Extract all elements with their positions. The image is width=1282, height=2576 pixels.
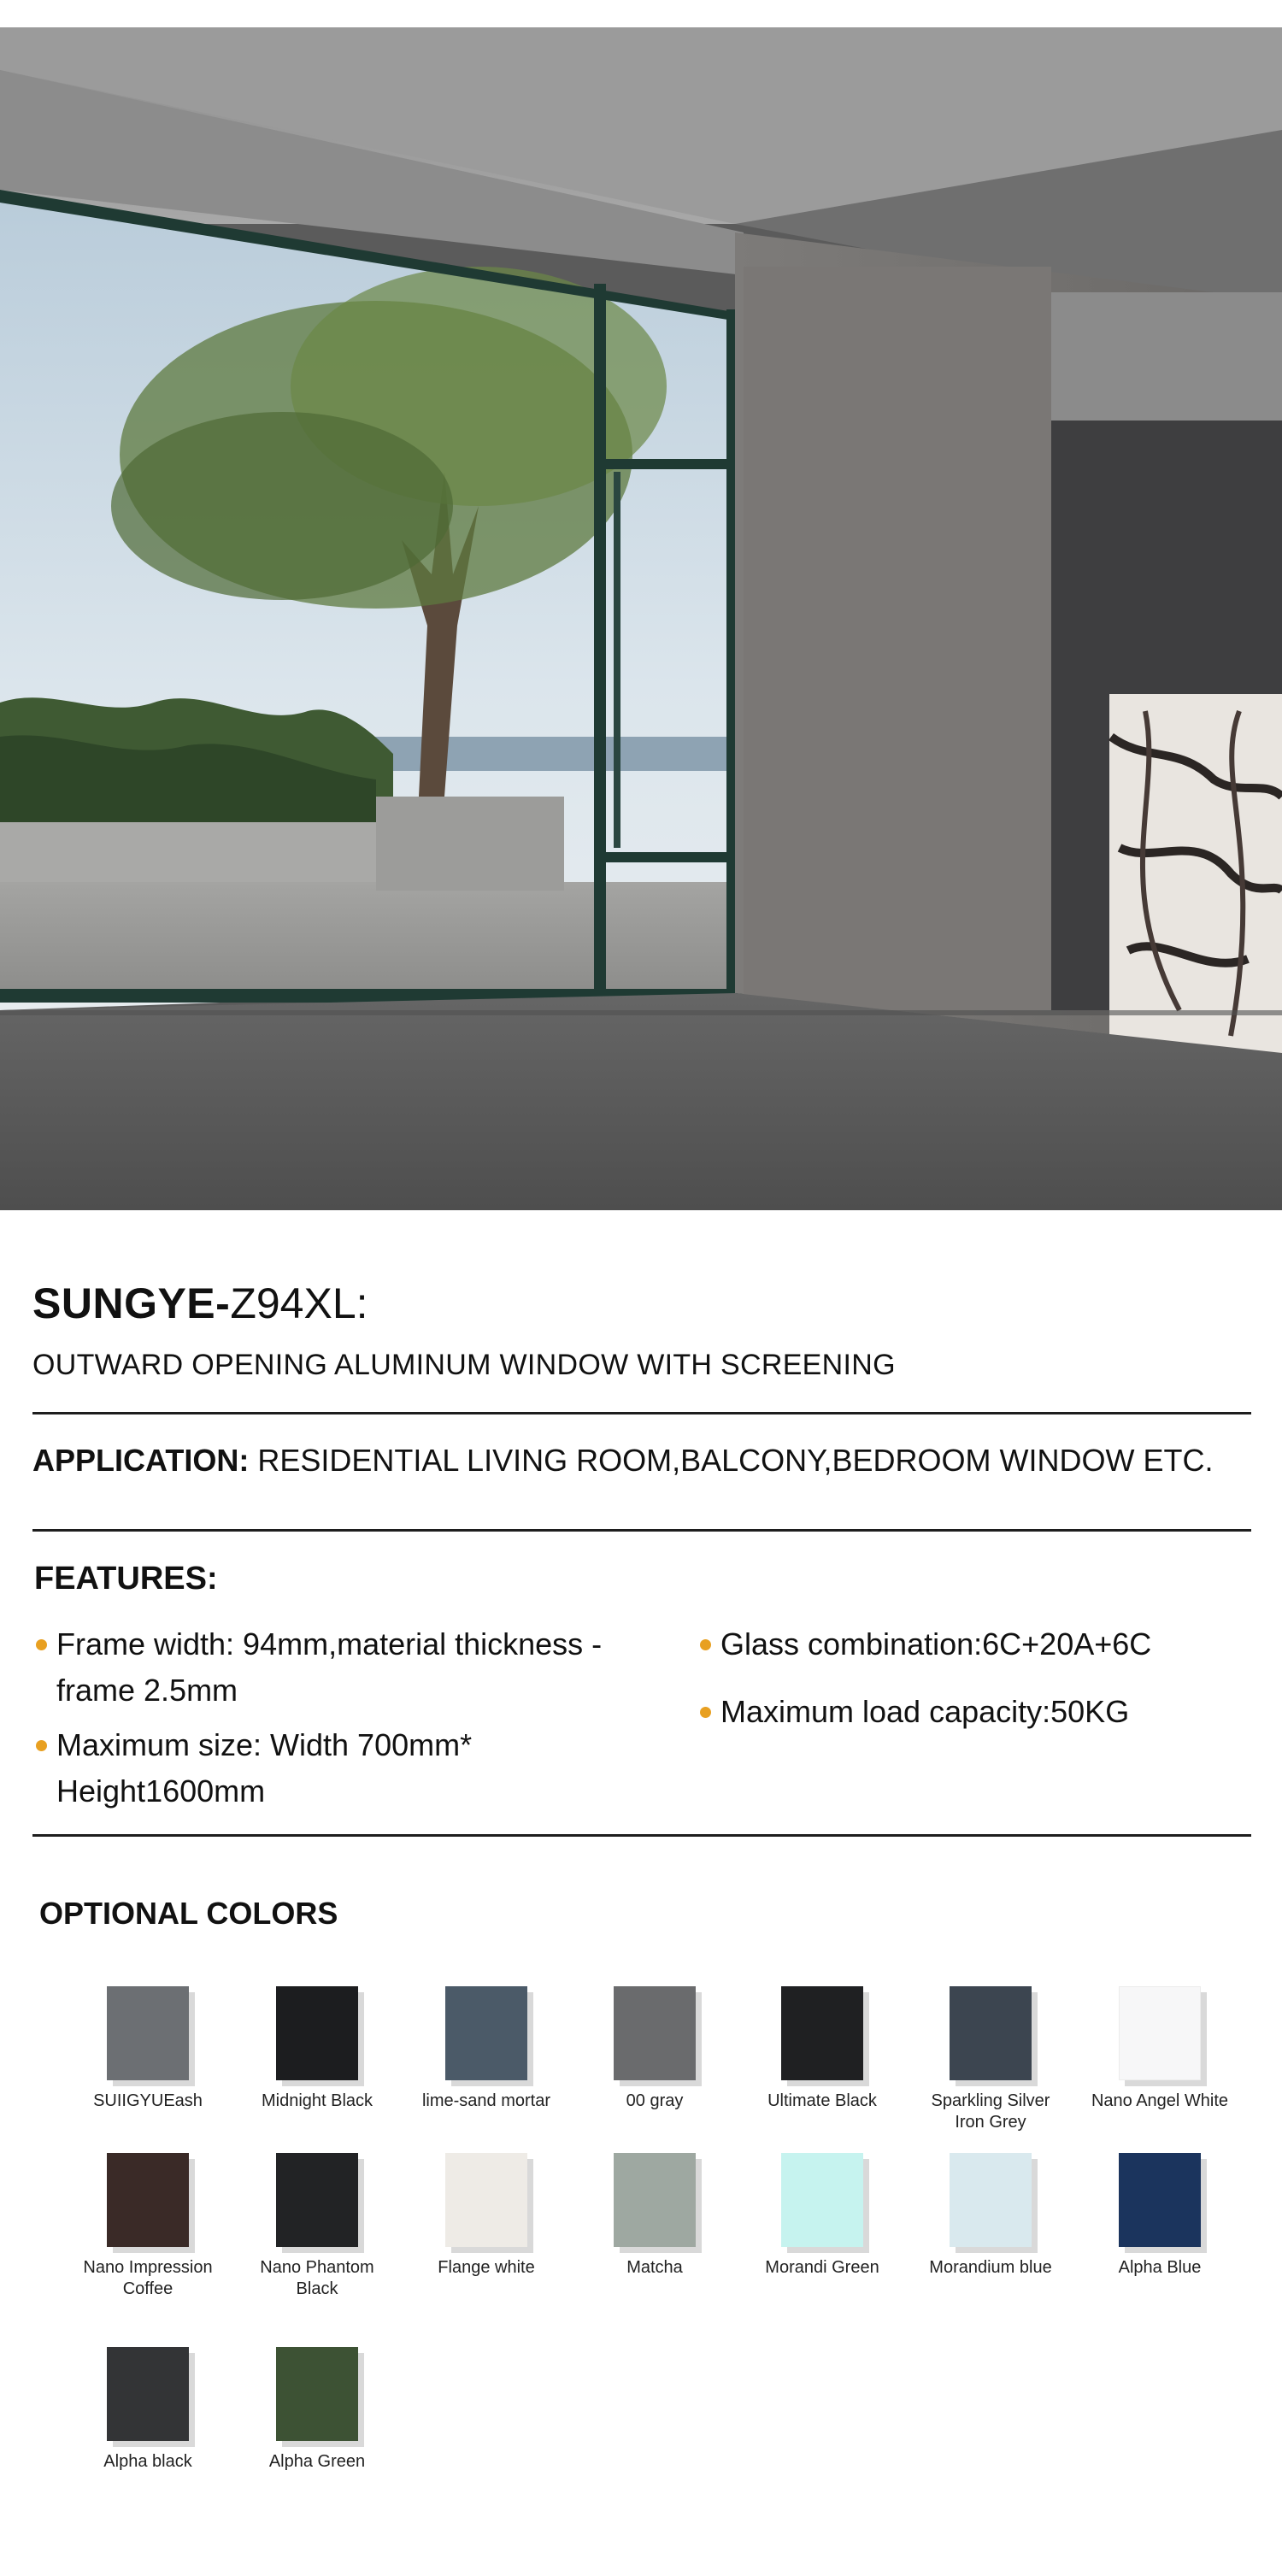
hero-image [0,27,1282,1210]
color-name: Flange white [438,2258,535,2277]
color-swatch [569,1986,740,2112]
feature-item: Frame width: 94mm,material thickness - frame 2.5mm [32,1621,682,1714]
divider [32,1834,1251,1837]
divider [32,1412,1251,1414]
application-label: APPLICATION: [32,1443,250,1478]
optional-colors-title: OPTIONAL COLORS [39,1896,338,1931]
color-swatch [1074,1986,1245,2112]
color-name: Ultimate Black [767,2091,877,2110]
feature-item: Glass combination:6C+20A+6C [697,1621,1261,1667]
color-swatch [569,2153,740,2279]
color-swatch [1074,2153,1245,2279]
product-subtitle: OUTWARD OPENING ALUMINUM WINDOW WITH SCREENING [32,1349,896,1381]
feature-item: Maximum size: Width 700mm* Height1600mm [32,1722,579,1814]
living-room-window-render [0,27,1282,1210]
color-name: Alpha Green [268,2452,366,2471]
color-name: Midnight Black [261,2091,373,2110]
color-swatch [737,1986,908,2112]
color-name: lime-sand mortar [421,2091,551,2110]
color-name: Sparkling Silver Iron Grey [931,2091,1050,2132]
color-name: 00 gray [626,2091,684,2110]
color-swatch [905,1986,1076,2133]
color-swatch [232,1986,403,2112]
application-text: RESIDENTIAL LIVING ROOM,BALCONY,BEDROOM WINDOW ETC. [249,1443,1214,1478]
color-name: SUIIGYUEash [93,2091,203,2110]
color-swatch [232,2347,403,2473]
color-name: Morandium blue [929,2258,1052,2277]
color-swatch [401,2153,572,2279]
color-swatch [905,2153,1076,2279]
color-name: Nano Phantom Black [260,2258,374,2298]
application-line [32,1443,1213,1479]
divider [32,1529,1251,1532]
color-name: Nano Impression Coffee [83,2258,213,2298]
color-swatch [401,1986,572,2112]
color-swatch [737,2153,908,2279]
color-swatch [62,1986,233,2112]
color-swatch [62,2153,233,2300]
brand-name: SUNGYE- [32,1279,231,1327]
color-name: Alpha Blue [1118,2258,1202,2277]
feature-item: Maximum load capacity:50KG [697,1689,1261,1735]
color-name: Alpha black [103,2452,192,2471]
color-swatch [232,2153,403,2300]
model-number: Z94XL: [230,1279,368,1327]
features-title: FEATURES: [34,1561,218,1597]
color-name: Matcha [626,2258,683,2277]
product-title [32,1279,368,1328]
color-name: Morandi Green [765,2258,879,2277]
color-swatch [62,2347,233,2473]
color-name: Nano Angel White [1091,2091,1229,2110]
